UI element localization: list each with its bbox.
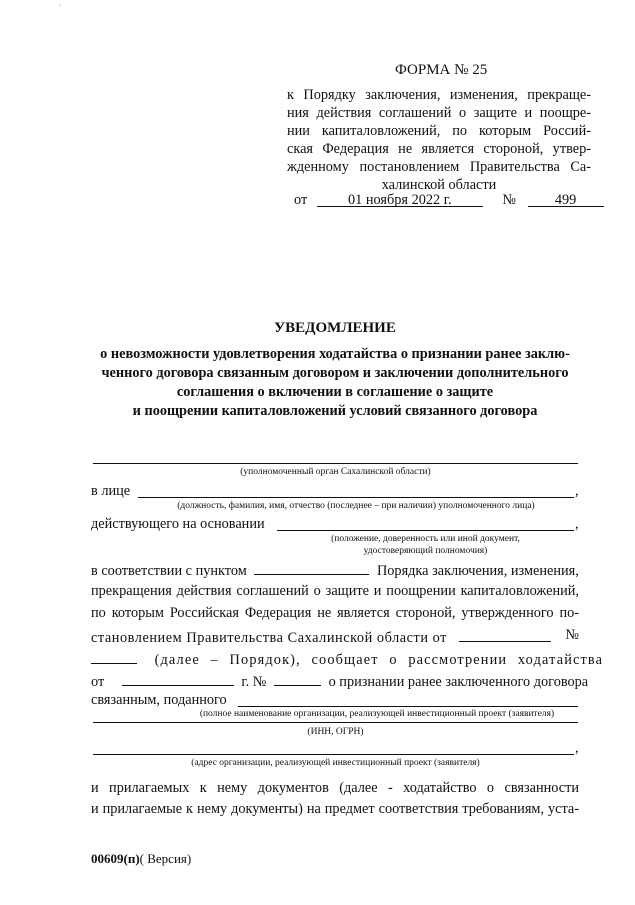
body-line: и прилагаемых к нему документов (далее - ходатайство о связанности [91, 780, 579, 796]
body-text: связанным, поданного [91, 692, 227, 708]
document-title: УВЕДОМЛЕНИЕ [274, 320, 396, 336]
ref-line: к Порядку заключения, изменения, прекраще- [287, 87, 591, 103]
date-line [294, 192, 604, 209]
version-text: ( Версия) [139, 851, 192, 866]
body-line [91, 560, 579, 580]
body-text: Порядка заключения, изменения, [376, 563, 579, 579]
from-label: от [294, 192, 308, 208]
code-text: 00609(п) [91, 851, 140, 866]
order-date-field[interactable] [459, 627, 551, 642]
body-text: г. № [241, 674, 267, 690]
scan-mark: ˜ [59, 5, 61, 11]
authority-caption: (уполномоченный орган Сахалинской области) [240, 467, 431, 477]
document-subtitle [91, 345, 579, 421]
document-number: 499 [528, 192, 604, 207]
body-text: от [91, 674, 105, 690]
body-line [91, 649, 604, 669]
clause-number-field[interactable] [254, 560, 369, 575]
person-field[interactable] [138, 497, 574, 498]
subtitle-line: ченного договора связанным договором и заключении дополнительного [101, 365, 569, 381]
inn-ogrn-field[interactable] [93, 722, 578, 723]
body-text: становлением Правительства Сахалинской области от [91, 630, 447, 646]
body-line: по которым Российская Федерация не является стороной, утвержденного по- [91, 605, 579, 621]
subtitle-line: соглашения о включении в соглашение о защите [176, 384, 494, 400]
ref-line: ская Федерация не является стороной, утвер- [287, 141, 591, 157]
basis-field[interactable] [277, 530, 574, 531]
address-comma: , [575, 740, 579, 756]
ref-line: халинской области [381, 177, 497, 193]
petition-date-field[interactable] [122, 671, 234, 686]
applicant-caption: (полное наименование организации, реализующей инвестиционный проект (заявителя) [199, 709, 555, 719]
body-line [91, 671, 589, 691]
inn-caption: (ИНН, ОГРН) [307, 727, 364, 737]
body-line: и прилагаемые к нему документы) на предмет соответствия требованиям, уста- [91, 801, 579, 817]
ref-line: ния действия соглашений о защите и поощре- [287, 105, 591, 121]
body-text: (далее – Порядок), сообщает о рассмотрении ходатайства [154, 652, 604, 668]
number-label: № [502, 192, 517, 208]
form-number: ФОРМА № 25 [395, 62, 488, 78]
address-field[interactable] [93, 754, 574, 755]
basis-comma: , [575, 516, 579, 532]
basis-caption: (положение, доверенность или иной документ, [331, 534, 520, 544]
body-text: № [565, 627, 579, 643]
person-caption: (должность, фамилия, имя, отчество (последнее – при наличии) уполномоченного лица) [177, 501, 535, 511]
in-person-label: в лице [91, 483, 131, 499]
form-reference [287, 86, 591, 194]
acting-label: действующего на основании [91, 516, 265, 532]
person-comma: , [575, 483, 579, 499]
basis-caption: удостоверяющий полномочия) [363, 546, 488, 556]
body-text: о признании ранее заключенного договора [328, 674, 589, 690]
document-date: 01 ноября 2022 г. [317, 192, 483, 207]
body-line [91, 627, 579, 647]
body-text: в соответствии с пунктом [91, 563, 247, 579]
petition-number-field[interactable] [274, 671, 321, 686]
subtitle-line: о невозможности удовлетворения ходатайства о признании ранее заклю- [100, 346, 570, 362]
address-caption: (адрес организации, реализующей инвестиционный проект (заявителя) [191, 758, 480, 768]
ref-line: жденному постановлением Правительства Са- [287, 159, 591, 175]
applicant-name-field[interactable] [238, 706, 578, 707]
document-code [91, 851, 191, 867]
authority-field[interactable] [93, 463, 578, 464]
subtitle-line: и поощрении капиталовложений условий связанного договора [132, 403, 538, 419]
ref-line: нии капиталовложений, по которым Россий- [287, 123, 591, 139]
body-line: прекращения действия соглашений о защите и поощрении капиталовложений, [91, 583, 579, 599]
order-number-field[interactable] [91, 649, 137, 664]
